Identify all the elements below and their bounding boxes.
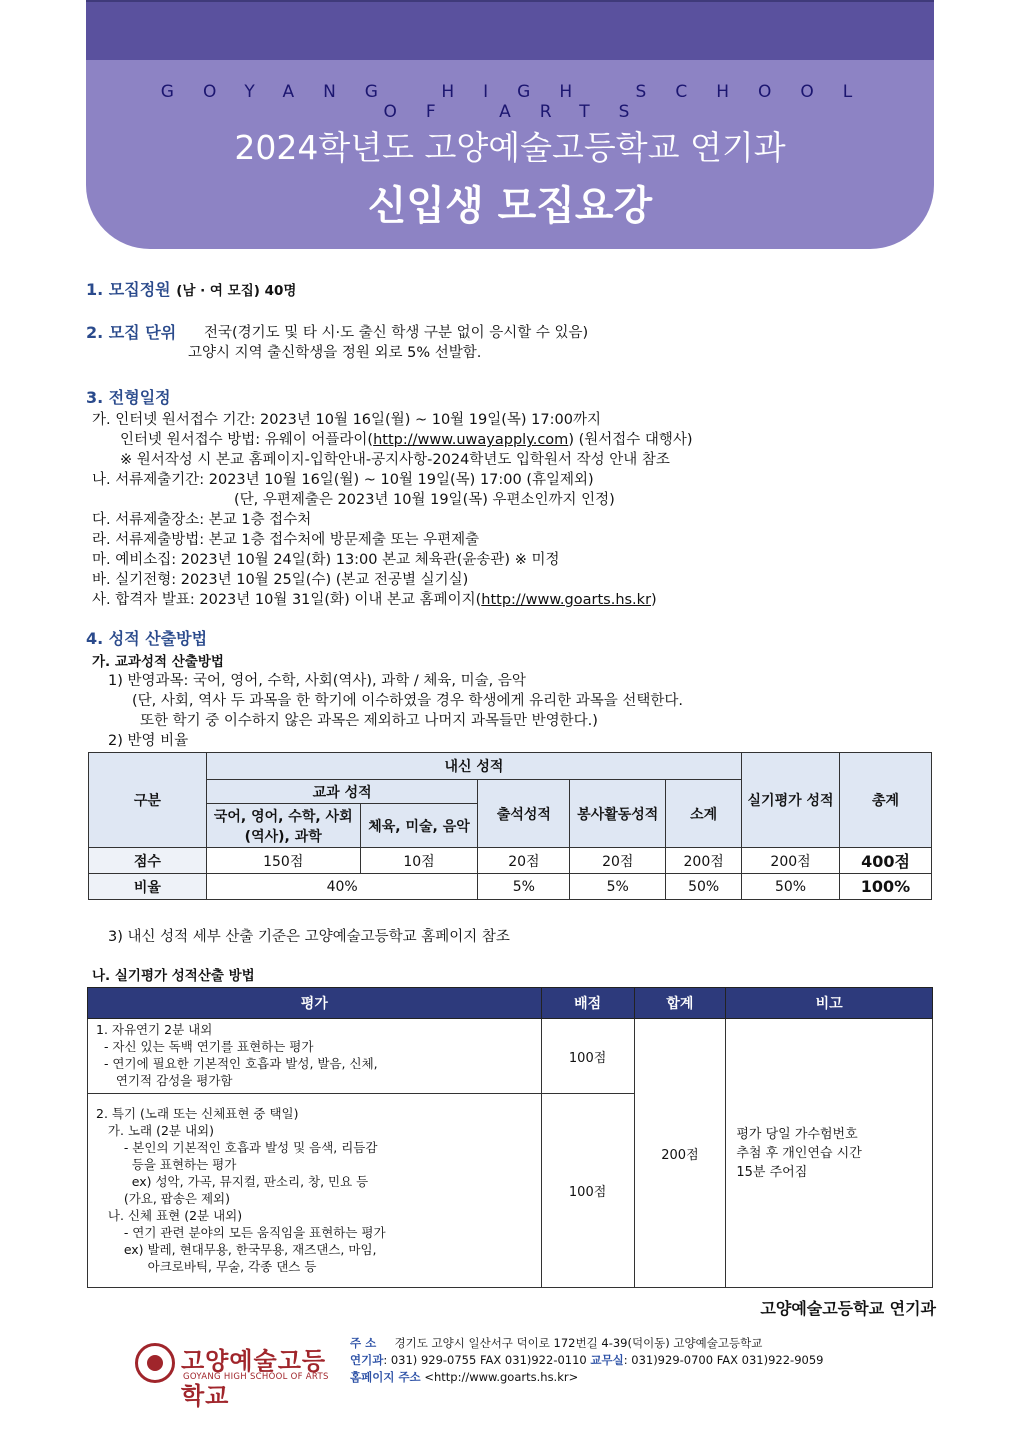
eval-sum: 200점 <box>634 1019 726 1288</box>
section-2-line1: 전국(경기도 및 타 시·도 출신 학생 구분 없이 응시할 수 있음) <box>204 325 589 341</box>
row-label-score: 점수 <box>89 848 207 874</box>
school-seal-icon <box>135 1343 175 1383</box>
grade-line-5: 3) 내신 성적 세부 산출 기준은 고양예술고등학교 홈페이지 참조 <box>108 929 510 945</box>
schedule-line-4: 나. 서류제출기간: 2023년 10월 16일(월) ~ 10월 19일(목) 17:00 (휴일제외) <box>92 472 594 488</box>
cell-total-ratio: 100% <box>840 874 932 900</box>
footer-contact <box>350 1335 823 1386</box>
practical-eval-table <box>87 987 933 1288</box>
grade-line-3: 또한 학기 중 이수하지 않은 과목은 제외하고 나머지 과목들만 반영한다.) <box>140 713 598 729</box>
header-note: 비고 <box>726 988 933 1019</box>
header-gyogwa: 교과 성적 <box>206 780 478 804</box>
eval-note: 평가 당일 가수험번호 추첨 후 개인연습 시간 15분 주어짐 <box>726 1019 933 1288</box>
school-english-name: GOYANG HIGH SCHOOL OF ARTS <box>160 82 882 122</box>
header-subtotal: 소계 <box>666 780 742 848</box>
header-top-band <box>86 2 934 60</box>
goarts-link[interactable]: http://www.goarts.hs.kr <box>481 592 652 608</box>
header-subject-group-1: 국어, 영어, 수학, 사회(역사), 과학 <box>206 804 360 848</box>
eval-score-2: 100점 <box>541 1094 634 1288</box>
eval-desc-1: 1. 자유연기 2분 내외 - 자신 있는 독백 연기를 표현하는 평가 - 연기에 필요한 기본적인 호흡과 발성, 발음, 신체, 연기적 감성을 평가함 <box>88 1019 542 1094</box>
schedule-line-7: 라. 서류제출방법: 본교 1층 접수처에 방문제출 또는 우편제출 <box>92 532 480 548</box>
cell: 5% <box>570 874 666 900</box>
schedule-line-1: 가. 인터넷 원서접수 기간: 2023년 10월 16일(월) ~ 10월 19일(목) 17:00까지 <box>92 412 601 428</box>
header-subject-group-2: 체육, 미술, 음악 <box>360 804 478 848</box>
cell: 50% <box>742 874 840 900</box>
table-row-ratio <box>89 874 932 900</box>
section-4-heading <box>86 626 207 649</box>
grade-line-1: 1) 반영과목: 국어, 영어, 수학, 사회(역사), 과학 / 체육, 미술, 음악 <box>108 673 526 689</box>
grade-line-4: 2) 반영 비율 <box>108 733 189 749</box>
school-logo <box>135 1343 335 1410</box>
header-eval: 평가 <box>88 988 542 1019</box>
section-1-heading <box>86 277 296 300</box>
section-4-sub1: 가. 교과성적 산출방법 <box>92 654 224 670</box>
header-practical: 실기평가 성적 <box>742 753 840 848</box>
cell: 200점 <box>742 848 840 874</box>
schedule-line-10: 사. 합격자 발표: 2023년 10월 31일(화) 이내 본교 홈페이지(http://www.goarts.hs.kr) <box>92 592 657 608</box>
eval-score-1: 100점 <box>541 1019 634 1094</box>
page-title: 2024학년도 고양예술고등학교 연기과 <box>234 128 786 167</box>
header-naesin: 내신 성적 <box>206 753 741 780</box>
header-attendance: 출석성적 <box>478 780 570 848</box>
cell: 50% <box>666 874 742 900</box>
footer-address: 주 소 경기도 고양시 일산서구 덕이로 172번길 4-39(덕이동) 고양예술고등학교 <box>350 1336 763 1350</box>
uwayapply-link[interactable]: http://www.uwayapply.com <box>373 432 569 448</box>
schedule-line-9: 바. 실기전형: 2023년 10월 25일(수) (본교 전공별 실기실) <box>92 572 469 588</box>
organization-name: 고양예술고등학교 연기과 <box>760 1299 936 1318</box>
section-1-title: 1. 모집정원 <box>86 280 171 299</box>
header-sum: 합계 <box>634 988 726 1019</box>
logo-korean: 고양예술고등학교 <box>181 1346 327 1410</box>
footer-homepage: 홈페이지 주소 <http://www.goarts.hs.kr> <box>350 1370 579 1384</box>
header-gubun: 구분 <box>89 753 207 848</box>
cell: 150점 <box>206 848 360 874</box>
eval-desc-2: 2. 특기 (노래 또는 신체표현 중 택일) 가. 노래 (2분 내외) - 본인의 기본적인 호흡과 발성 및 음색, 리듬감 등을 표현하는 평가 ex) 성악, 가곡, 뮤지컬, 판소리, 창, 민요 등 (가요, 팝송은 제외) 나. 신체 표현 (2분 내외) - 연기 관련 분야의 모든 움직임을 표현하는 평가 ex) 발레, 현대무용, 한국무용, 재즈댄스, 마임, 아크로바틱, 무술, 각종 댄스 등 <box>88 1094 542 1288</box>
footer-phone: 연기과: 031) 929-0755 FAX 031)922-0110 교무실: 031)929-0700 FAX 031)922-9059 <box>350 1353 824 1367</box>
section-2-title: 2. 모집 단위 <box>86 323 177 342</box>
schedule-line-3: ※ 원서작성 시 본교 홈페이지-입학안내-공지사항-2024학년도 입학원서 작성 안내 참조 <box>120 452 670 468</box>
cell-total-score: 400점 <box>840 848 932 874</box>
cell: 10점 <box>360 848 478 874</box>
schedule-line-5: (단, 우편제출은 2023년 10월 19일(목) 우편소인까지 인정) <box>234 492 615 508</box>
cell: 20점 <box>478 848 570 874</box>
cell: 40% <box>206 874 478 900</box>
table-row-score <box>89 848 932 874</box>
header-banner <box>86 0 934 249</box>
grade-line-2: (단, 사회, 역사 두 과목을 한 학기에 이수하였을 경우 학생에게 유리한 과목을 선택한다. <box>132 693 684 709</box>
section-2-line2: 고양시 지역 출신학생을 정원 외로 5% 선발함. <box>188 345 482 361</box>
logo-english: GOYANG HIGH SCHOOL OF ARTS <box>183 1372 329 1382</box>
row-label-ratio: 비율 <box>89 874 207 900</box>
section-3-title: 3. 전형일정 <box>86 388 171 407</box>
header-score: 배점 <box>541 988 634 1019</box>
table-row-free-acting <box>88 1019 933 1094</box>
grade-ratio-table <box>88 752 932 900</box>
page-subtitle: 신입생 모집요강 <box>367 183 653 229</box>
header-volunteer: 봉사활동성적 <box>570 780 666 848</box>
schedule-line-6: 다. 서류제출장소: 본교 1층 접수처 <box>92 512 312 528</box>
schedule-line-2: 인터넷 원서접수 방법: 유웨이 어플라이(http://www.uwayapply.com) (원서접수 대행사) <box>120 432 693 448</box>
section-4-sub2: 나. 실기평가 성적산출 방법 <box>92 968 255 984</box>
cell: 5% <box>478 874 570 900</box>
section-4-title: 4. 성적 산출방법 <box>86 629 208 648</box>
schedule-line-8: 마. 예비소집: 2023년 10월 24일(화) 13:00 본교 체육관(윤송관) ※ 미정 <box>92 552 560 568</box>
cell: 20점 <box>570 848 666 874</box>
homepage-link[interactable]: <http://www.goarts.hs.kr> <box>424 1370 579 1384</box>
section-2-heading <box>86 320 176 343</box>
section-3-heading <box>86 385 171 408</box>
cell: 200점 <box>666 848 742 874</box>
section-1-detail: (남 · 여 모집) 40명 <box>176 283 297 299</box>
header-total: 총계 <box>840 753 932 848</box>
